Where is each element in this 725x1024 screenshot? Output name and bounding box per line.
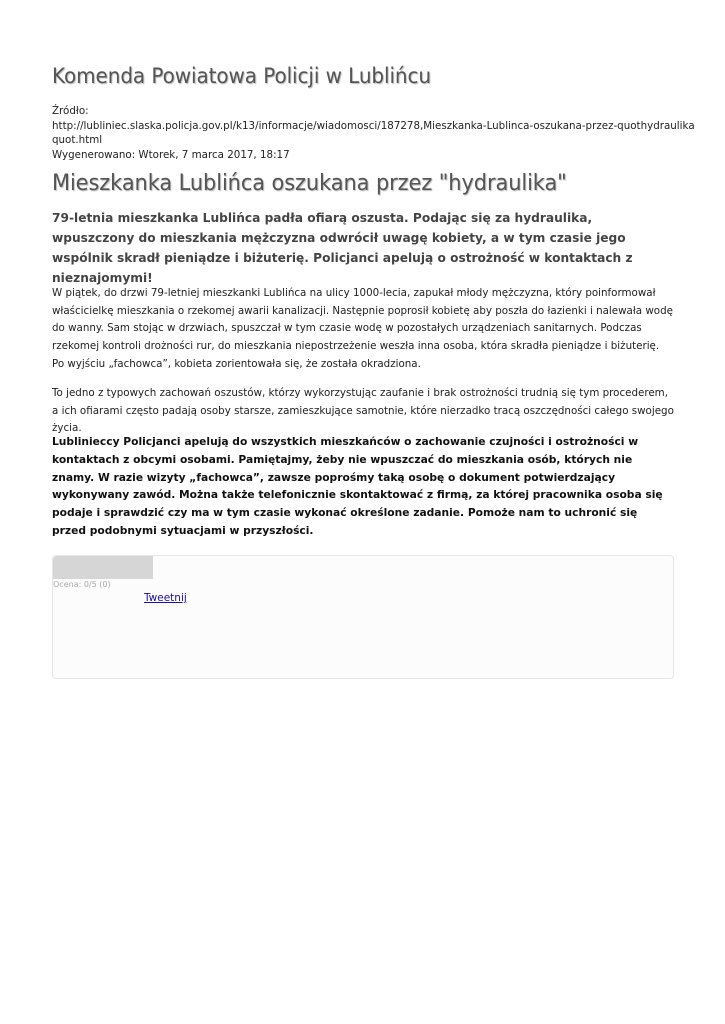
- rating-stars-bar[interactable]: [53, 556, 153, 579]
- source-label: Źródło:: [52, 105, 89, 117]
- article-paragraph-3: Lublinieccy Policjanci apelują do wszystkich mieszkańców o zachowanie czujności i ostrożności w kontaktach z obcymi osobami. Pamiętajmy, żeby nie wpuszczać do mieszkania osób, których nie znamy. W razie wizyty „fachowca”, zawsze poprośmy taką osobę o dokument potwierdzający wykonywany zawód. Można także telefonicznie skontaktować z firmą, za której pracownika osoba się podaje i sprawdzić czy ma w tym czasie wykonać określone zadanie. Pomoże nam to uchronić się przed podobnymi sytuacjami w przyszłości.: [52, 435, 663, 537]
- article-lead: 79-letnia mieszkanka Lublińca padła ofiarą oszusta. Podając się za hydraulika, wpuszczony do mieszkania mężczyzna odwrócił uwagę kobiety, a w tym czasie jego wspólnik skradł pieniądze i biżuterię. Policjanci apelują o ostrożność w kontaktach z nieznajomymi!: [52, 211, 633, 285]
- article-title: Mieszkanka Lublińca oszukana przez "hydraulika": [52, 170, 567, 196]
- generated-date: Wygenerowano: Wtorek, 7 marca 2017, 18:17: [52, 148, 290, 161]
- article-paragraph-2: To jedno z typowych zachowań oszustów, którzy wykorzystując zaufanie i brak ostrożności trudnią się tym procederem, a ich ofiarami często padają osoby starsze, zamieszkujące samotnie, które nierzadko tracą oszczędności całego swojego życia.: [52, 387, 674, 435]
- source-url-line-1: http://lubliniec.slaska.policja.gov.pl/k13/informacje/wiadomosci/187278,Mieszkanka-Lublinca-oszukana-przez-quothydraulika: [52, 119, 695, 132]
- rating-label: Ocena: 0/5 (0): [53, 580, 111, 589]
- tweet-link[interactable]: Tweetnij: [144, 592, 187, 604]
- source-url-line-2: quot.html: [52, 134, 103, 147]
- source-meta: [52, 104, 695, 162]
- rating-share-box: [52, 555, 674, 679]
- article-paragraph-1: W piątek, do drzwi 79-letniej mieszkanki Lublińca na ulicy 1000-lecia, zapukał młody mężczyzna, który poinformował właścicielkę mieszkania o rzekomej awarii kanalizacji. Następnie poprosił kobietę aby poszła do łazienki i nalewała wodę do wanny. Sam stojąc w drzwiach, spuszczał w tym czasie wodę w pozostałych urządzeniach sanitarnych. Podczas rzekomej kontroli drożności rur, do mieszkania niepostrzeżenie weszła inna osoba, która skradła pieniądze i biżuterię. Po wyjściu „fachowca”, kobieta zorientowała się, że została okradziona.: [52, 287, 673, 370]
- site-title: Komenda Powiatowa Policji w Lublińcu: [52, 64, 431, 89]
